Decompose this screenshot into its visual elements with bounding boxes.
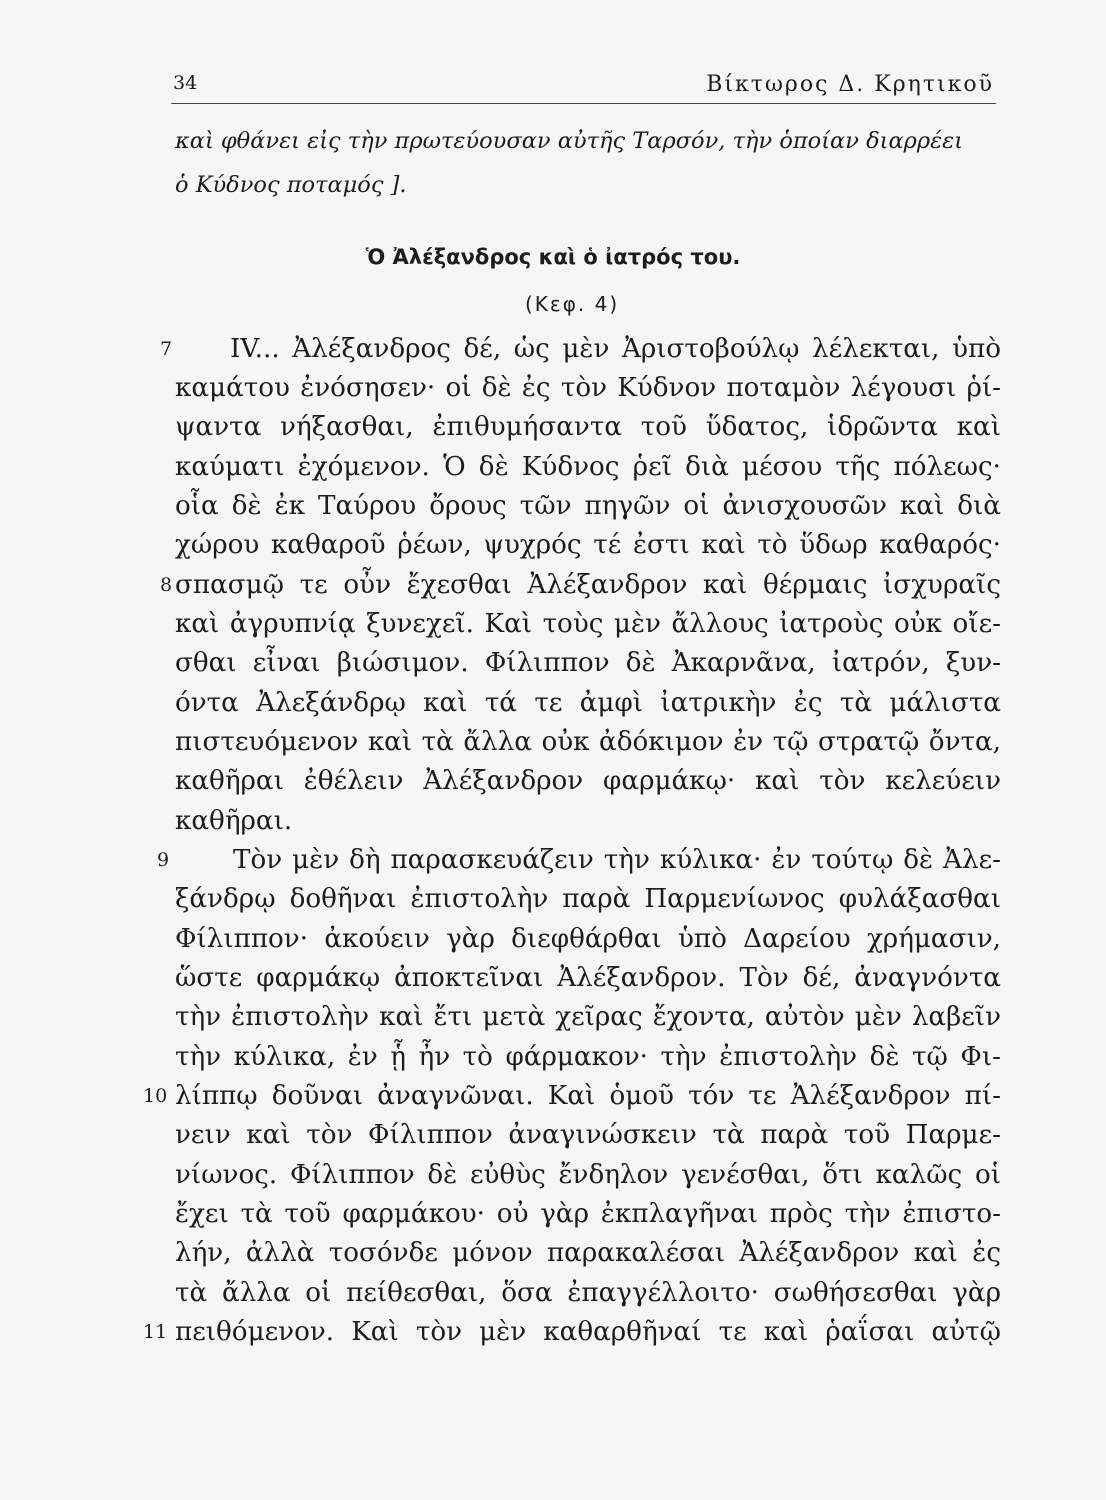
chapter-reference: (Κεφ. 4)	[525, 292, 620, 316]
text-line: καθῆραι ἐθέλειν Ἀλέξανδρον φαρμάκῳ· καὶ τὸν κελεύειν	[175, 766, 1001, 796]
margin-line-number: 10	[143, 1085, 168, 1107]
text-line: IV... Ἀλέξανδρος δέ, ὡς μὲν Ἀριστοβούλῳ λέλεκται, ὑπὸ	[230, 334, 1001, 364]
text-line: καὶ ἀγρυπνίᾳ ξυνεχεῖ. Καὶ τοὺς μὲν ἄλλους ἰατροὺς οὐκ οἴε-	[175, 609, 1001, 639]
text-line: νειν καὶ τὸν Φίλιππον ἀναγινώσκειν τὰ παρὰ τοῦ Παρμε-	[175, 1120, 1001, 1150]
text-line: σθαι εἶναι βιώσιμον. Φίλιππον δὲ Ἀκαρνᾶνα, ἰατρόν, ξυν-	[175, 648, 1001, 678]
text-line: λίππῳ δοῦναι ἀναγνῶναι. Καὶ ὁμοῦ τόν τε Ἀλέξανδρον πί-	[175, 1081, 1001, 1111]
margin-line-number: 9	[157, 849, 170, 871]
intro-line: ὁ Κύδνος ποταμός ].	[175, 172, 407, 198]
running-header: Βίκτωρος Δ. Κρητικοῦ	[706, 72, 994, 97]
intro-line: καὶ φθάνει εἰς τὴν πρωτεύουσαν αὐτῆς Ταρσόν, τὴν ὁποίαν διαρρέει	[175, 128, 964, 154]
section-title: Ὁ Ἀλέξανδρος καὶ ὁ ἰατρός του.	[365, 245, 741, 269]
text-line: λήν, ἀλλὰ τοσόνδε μόνον παρακαλέσαι Ἀλέξανδρον καὶ ἐς	[175, 1238, 1001, 1268]
text-line: Φίλιππον· ἀκούειν γὰρ διεφθάρθαι ὑπὸ Δαρείου χρήμασιν,	[175, 924, 1001, 954]
text-line: ἔχει τὰ τοῦ φαρμάκου· οὐ γὰρ ἐκπλαγῆναι πρὸς τὴν ἐπιστο-	[175, 1199, 1001, 1229]
text-line: χώρου καθαροῦ ῥέων, ψυχρός τέ ἐστι καὶ τὸ ὕδωρ καθαρός·	[175, 530, 1001, 560]
text-line: πιστευόμενον καὶ τὰ ἄλλα οὐκ ἀδόκιμον ἐν τῷ στρατῷ ὄντα,	[175, 727, 1001, 757]
text-line: καύματι ἐχόμενον. Ὁ δὲ Κύδνος ῥεῖ διὰ μέσου τῆς πόλεως·	[175, 452, 1001, 482]
margin-line-number: 11	[143, 1321, 168, 1343]
margin-line-number: 8	[160, 574, 173, 596]
text-line: τὴν ἐπιστολὴν καὶ ἔτι μετὰ χεῖρας ἔχοντα, αὐτὸν μὲν λαβεῖν	[175, 1002, 1001, 1032]
text-line: οἷα δὲ ἐκ Ταύρου ὄρους τῶν πηγῶν οἱ ἀνισχουσῶν καὶ διὰ	[175, 491, 1001, 521]
text-line: νίωνος. Φίλιππον δὲ εὐθὺς ἔνδηλον γενέσθαι, ὅτι καλῶς οἱ	[175, 1160, 1001, 1190]
text-line: τὴν κύλικα, ἐν ᾗ ἦν τὸ φάρμακον· τὴν ἐπιστολὴν δὲ τῷ Φι-	[175, 1042, 1001, 1072]
text-line: ψαντα νήξασθαι, ἐπιθυμήσαντα τοῦ ὕδατος, ἱδρῶντα καὶ	[175, 412, 1001, 442]
text-line: όντα Ἀλεξάνδρῳ καὶ τά τε ἀμφὶ ἰατρικὴν ἐς τὰ μάλιστα	[175, 688, 1001, 718]
text-line: καθῆραι.	[175, 806, 293, 836]
page-number: 34	[173, 72, 198, 94]
text-line: Τὸν μὲν δὴ παρασκευάζειν τὴν κύλικα· ἐν τούτῳ δὲ Ἀλε-	[233, 845, 1001, 875]
text-line: ξάνδρῳ δοθῆναι ἐπιστολὴν παρὰ Παρμενίωνος φυλάξασθαι	[175, 884, 1001, 914]
margin-line-number: 7	[160, 338, 173, 360]
text-line: καμάτου ἐνόσησεν· οἱ δὲ ἐς τὸν Κύδνον ποταμὸν λέγουσι ῥί-	[175, 373, 1001, 403]
text-line: πειθόμενον. Καὶ τὸν μὲν καθαρθῆναί τε καὶ ῥαΐσαι αὐτῷ	[175, 1317, 1001, 1347]
text-line: ὥστε φαρμάκῳ ἀποκτεῖναι Ἀλέξανδρον. Τὸν δέ, ἀναγνόντα	[175, 963, 1001, 993]
header-rule	[171, 103, 996, 104]
text-line: τὰ ἄλλα οἱ πείθεσθαι, ὅσα ἐπαγγέλλοιτο· σωθήσεσθαι γὰρ	[175, 1278, 1001, 1308]
text-line: σπασμῷ τε οὖν ἔχεσθαι Ἀλέξανδρον καὶ θέρμαις ἰσχυραῖς	[175, 570, 1001, 600]
